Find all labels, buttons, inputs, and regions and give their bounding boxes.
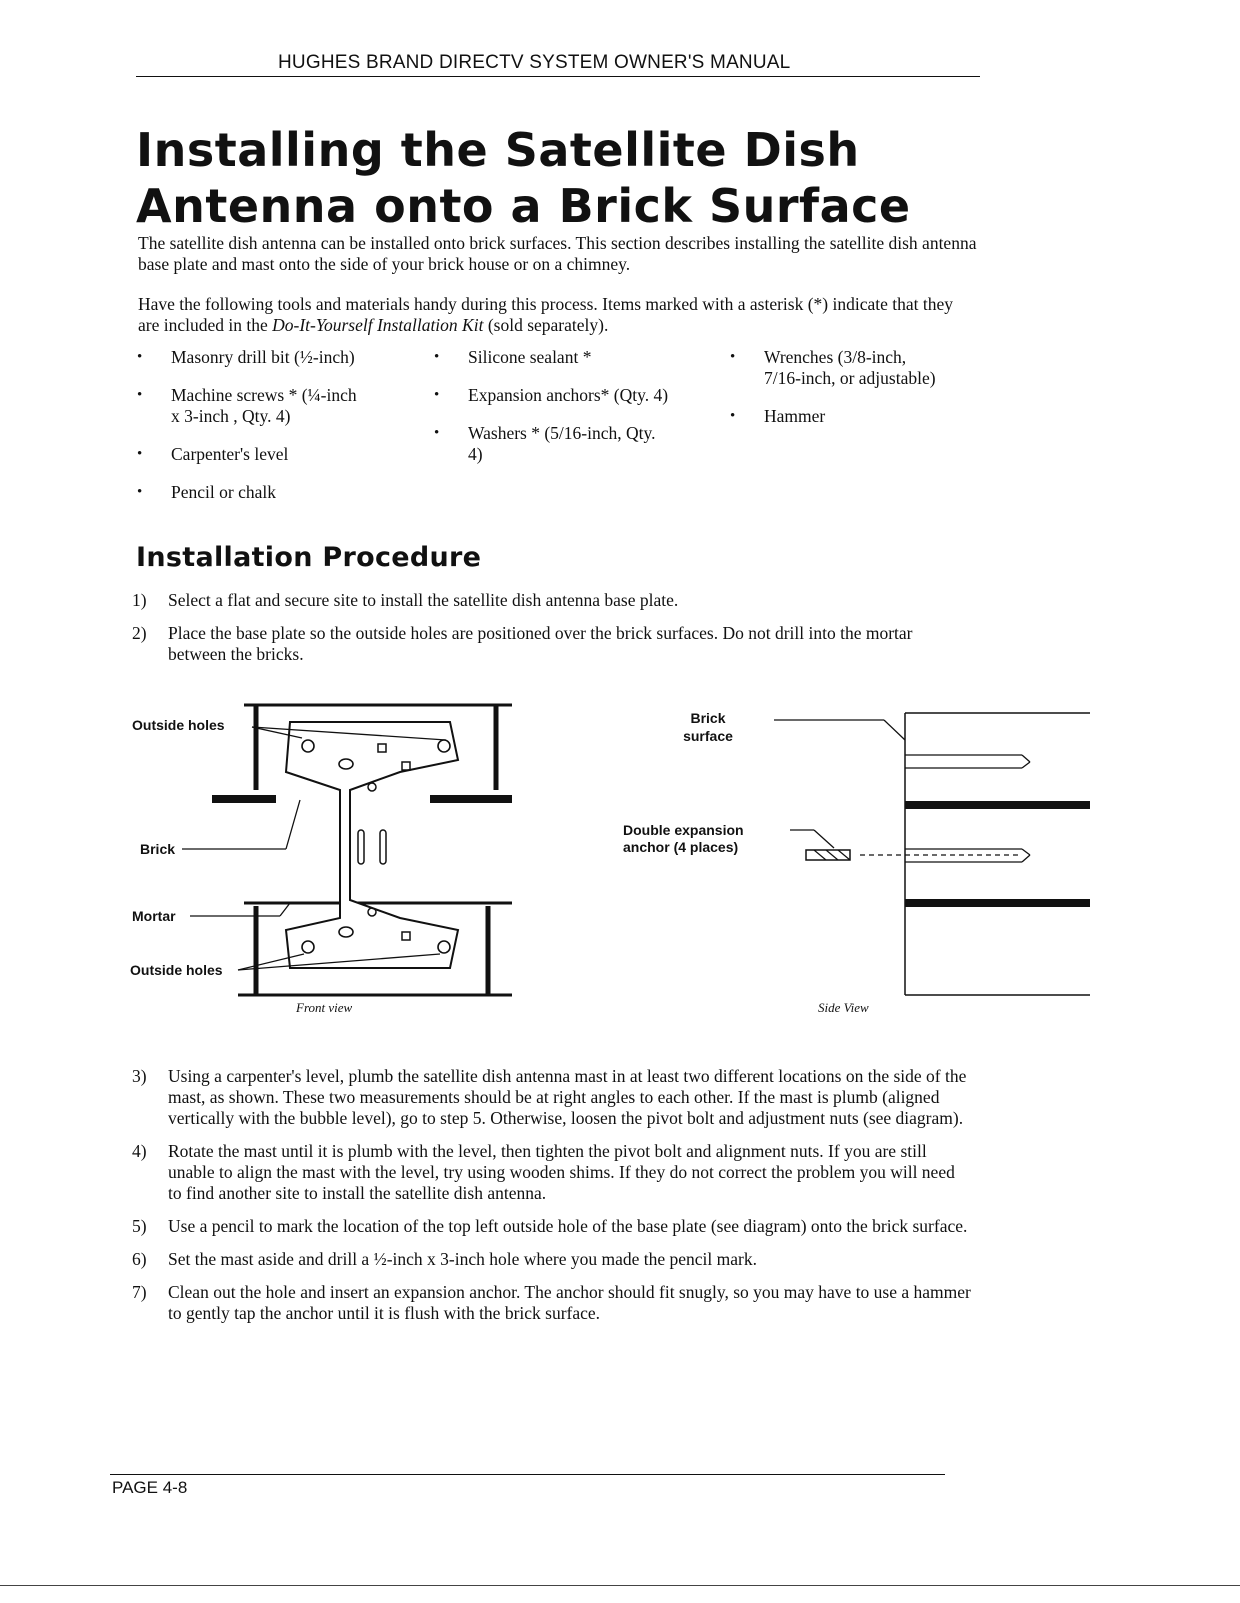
scan-edge-line [0, 1585, 1240, 1586]
materials-list-item: • Machine screws * (¼-inch x 3-inch , Qty. 4) [135, 385, 365, 427]
steps-bottom [132, 1066, 972, 1336]
label-outside-holes-top: Outside holes [132, 717, 225, 733]
running-header [136, 50, 980, 77]
step-text: Set the mast aside and drill a ½-inch x 3-inch hole where you made the pencil mark. [168, 1249, 757, 1269]
step-text: Rotate the mast until it is plumb with the level, then tighten the pivot bolt and alignment nuts. If you are still unable to align the mast with the level, try using wooden shims. If they do not correct the problem you will need to find another site to install the satellite dish antenna. [168, 1141, 955, 1203]
procedure-step [132, 1282, 972, 1324]
procedure-step [132, 1216, 972, 1237]
label-brick: Brick [140, 841, 176, 857]
step-number: 2) [132, 623, 147, 643]
step-number: 3) [132, 1066, 147, 1086]
step-text: Select a flat and secure site to install the satellite dish antenna base plate. [168, 590, 679, 610]
caption-side-view: Side View [818, 1000, 869, 1015]
label-outside-holes-bottom: Outside holes [130, 962, 223, 978]
step-text: Use a pencil to mark the location of the top left outside hole of the base plate (see diagram) onto the brick surface. [168, 1216, 968, 1236]
materials-list-item: • Pencil or chalk [135, 482, 365, 503]
materials-list-item: • Washers * (5/16-inch, Qty. 4) [432, 423, 672, 465]
side-view-diagram [774, 713, 1090, 995]
procedure-step [132, 623, 972, 665]
front-view-diagram [182, 705, 512, 995]
step-number: 6) [132, 1249, 147, 1269]
materials-list-item: • Masonry drill bit (½-inch) [135, 347, 365, 368]
intro-paragraph: The satellite dish antenna can be installed onto brick surfaces. This section describes installing the satellite dish antenna base plate and mast onto the side of your brick house or on a chimney. [138, 233, 977, 274]
installation-diagram [0, 690, 1240, 1030]
procedure-step [132, 1249, 972, 1270]
procedure-step [132, 590, 972, 611]
materials-list-item: • Expansion anchors* (Qty. 4) [432, 385, 672, 406]
step-text: Clean out the hole and insert an expansion anchor. The anchor should fit snugly, so you may have to use a hammer to gently tap the anchor until it is flush with the brick surface. [168, 1282, 971, 1323]
label-double-anchor-line-1: Double expansion [623, 822, 744, 838]
materials-column-1 [135, 347, 365, 520]
procedure-step [132, 1141, 972, 1204]
page-title-line-2: Antenna onto a Brick Surface [136, 179, 911, 233]
page-title [136, 122, 1096, 234]
footer-divider [110, 1474, 945, 1475]
procedure-step [132, 1066, 972, 1129]
step-number: 1) [132, 590, 147, 610]
tools-intro-paragraph [138, 294, 978, 336]
step-number: 4) [132, 1141, 147, 1161]
label-mortar: Mortar [132, 908, 176, 924]
label-double-anchor-line-2: anchor (4 places) [623, 839, 739, 855]
materials-list-item: • Hammer [728, 406, 943, 427]
tools-intro-after: (sold separately). [483, 315, 609, 335]
steps-top [132, 590, 972, 677]
step-text: Using a carpenter's level, plumb the satellite dish antenna mast in at least two different locations on the side of the mast, as shown. These two measurements should be at right angles to each other. If the mast is plumb (aligned vertically with the bubble level), go to step 5. Otherwise, loosen the pivot bolt and adjustment nuts (see diagram). [168, 1066, 967, 1128]
tools-intro-before: Have the following tools and materials handy during this process. Items marked with a asterisk (*) indicate that they are included in the [138, 294, 953, 335]
step-text: Place the base plate so the outside holes are positioned over the brick surfaces. Do not drill into the mortar between the bricks. [168, 623, 913, 664]
running-header-text: HUGHES BRAND DIRECTV SYSTEM OWNER'S MANUAL [278, 52, 791, 73]
caption-front-view: Front view [296, 1000, 353, 1015]
step-number: 7) [132, 1282, 147, 1302]
page-title-line-1: Installing the Satellite Dish [136, 123, 860, 177]
label-brick-surface-line-2: surface [683, 728, 733, 744]
materials-column-3 [728, 347, 943, 444]
kit-name: Do-It-Yourself Installation Kit [272, 315, 484, 335]
step-number: 5) [132, 1216, 147, 1236]
label-brick-surface-line-1: Brick [690, 710, 726, 726]
procedure-heading: Installation Procedure [136, 542, 482, 573]
materials-list-item: • Carpenter's level [135, 444, 365, 465]
materials-list-item: • Wrenches (3/8-inch, 7/16-inch, or adjustable) [728, 347, 943, 389]
materials-list-item: • Silicone sealant * [432, 347, 672, 368]
page-number: PAGE 4-8 [112, 1478, 188, 1497]
materials-column-2 [432, 347, 672, 482]
